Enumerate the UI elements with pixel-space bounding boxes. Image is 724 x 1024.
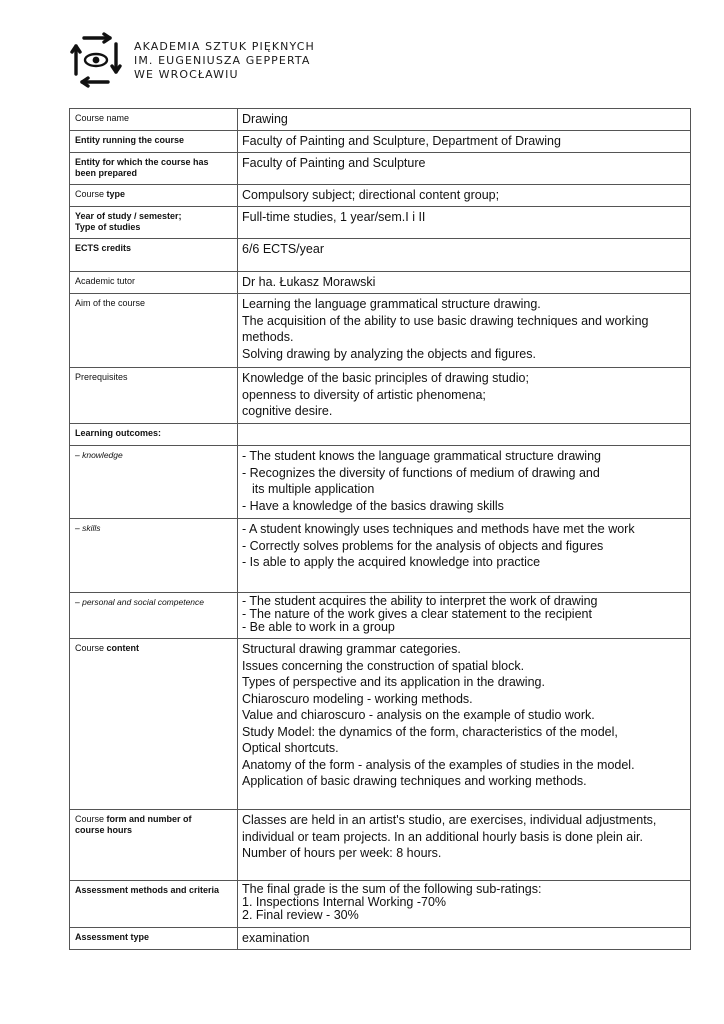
value-prerequisites: Knowledge of the basic principles of drawing studio; openness to diversity of artistic phenomena; cognitive desire. xyxy=(238,368,691,424)
label-ects-credits: ECTS credits xyxy=(70,239,238,272)
label-skills: – skills xyxy=(70,519,238,593)
value-form-hours: Classes are held in an artist's studio, are exercises, individual adjustments, individual or team projects. In an additional hourly basis is done plein air. Number of hours per week: 8 hours. xyxy=(238,810,691,881)
table-row xyxy=(70,810,691,881)
value-course-content: Structural drawing grammar categories. Issues concerning the construction of spatial block. Types of perspective and its application in the drawing. Chiaroscuro modeling - working methods. Value and chiaroscuro - analysis on the example of studio work. Study Model: the dynamics of the form, characteristics of the model, Optical shortcuts. Anatomy of the form - analysis of the examples of studies in the model. Application of basic drawing techniques and working methods. xyxy=(238,639,691,810)
value-entity-running: Faculty of Painting and Sculpture, Department of Drawing xyxy=(238,131,691,153)
label-course-content: Course content xyxy=(70,639,238,810)
table-row xyxy=(70,207,691,239)
value-competence: - The student acquires the ability to interpret the work of drawing - The nature of the work gives a clear statement to the recipient - Be able to work in a group xyxy=(238,593,691,639)
table-row xyxy=(70,593,691,639)
table-row xyxy=(70,446,691,519)
institution-name xyxy=(134,40,315,82)
value-year-of-study: Full-time studies, 1 year/sem.I i II xyxy=(238,207,691,239)
label-knowledge: – knowledge xyxy=(70,446,238,519)
value-entity-prepared: Faculty of Painting and Sculpture xyxy=(238,153,691,185)
value-skills: - A student knowingly uses techniques and methods have met the work - Correctly solves problems for the analysis of objects and figures - Is able to apply the acquired knowledge into practice xyxy=(238,519,691,593)
table-row xyxy=(70,639,691,810)
label-course-type: Course type xyxy=(70,185,238,207)
institution-line-2: IM. EUGENIUSZA GEPPERTA xyxy=(134,54,311,67)
table-row xyxy=(70,153,691,185)
table-row xyxy=(70,272,691,294)
label-entity-running: Entity running the course xyxy=(70,131,238,153)
table-row xyxy=(70,424,691,446)
value-ects-credits: 6/6 ECTS/year xyxy=(238,239,691,272)
value-course-name: Drawing xyxy=(238,109,691,131)
table-row xyxy=(70,131,691,153)
table-row xyxy=(70,881,691,928)
table-row xyxy=(70,294,691,368)
label-aim: Aim of the course xyxy=(70,294,238,368)
value-assessment-type: examination xyxy=(238,928,691,950)
table-row xyxy=(70,109,691,131)
institution-line-1: AKADEMIA SZTUK PIĘKNYCH xyxy=(134,40,315,53)
institution-line-3: WE WROCŁAWIU xyxy=(134,68,239,81)
label-course-name: Course name xyxy=(70,109,238,131)
table-row xyxy=(70,368,691,424)
label-learning-outcomes: Learning outcomes: xyxy=(70,424,238,446)
table-row xyxy=(70,185,691,207)
value-assessment-methods: The final grade is the sum of the following sub-ratings: 1. Inspections Internal Working -70% 2. Final review - 30% xyxy=(238,881,691,928)
value-course-type: Compulsory subject; directional content group; xyxy=(238,185,691,207)
label-prerequisites: Prerequisites xyxy=(70,368,238,424)
value-knowledge: - The student knows the language grammatical structure drawing - Recognizes the diversity of functions of medium of drawing and its multiple application - Have a knowledge of the basics drawing skills xyxy=(238,446,691,519)
label-entity-prepared: Entity for which the course has been prepared xyxy=(70,153,238,185)
value-academic-tutor: Dr ha. Łukasz Morawski xyxy=(238,272,691,294)
label-competence: – personal and social competence xyxy=(70,593,238,639)
value-learning-outcomes-empty xyxy=(238,424,691,446)
label-assessment-type: Assessment type xyxy=(70,928,238,950)
label-form-hours: Course form and number of course hours xyxy=(70,810,238,881)
course-syllabus-table xyxy=(69,108,691,950)
table-row xyxy=(70,519,691,593)
label-academic-tutor: Academic tutor xyxy=(70,272,238,294)
table-row xyxy=(70,928,691,950)
academy-logo-icon xyxy=(70,32,122,88)
table-row xyxy=(70,239,691,272)
label-assessment-methods: Assessment methods and criteria xyxy=(70,881,238,928)
value-aim: Learning the language grammatical structure drawing. The acquisition of the ability to use basic drawing techniques and working methods. Solving drawing by analyzing the objects and figures. xyxy=(238,294,691,368)
label-year-of-study: Year of study / semester; Type of studies xyxy=(70,207,238,239)
header xyxy=(70,32,370,92)
